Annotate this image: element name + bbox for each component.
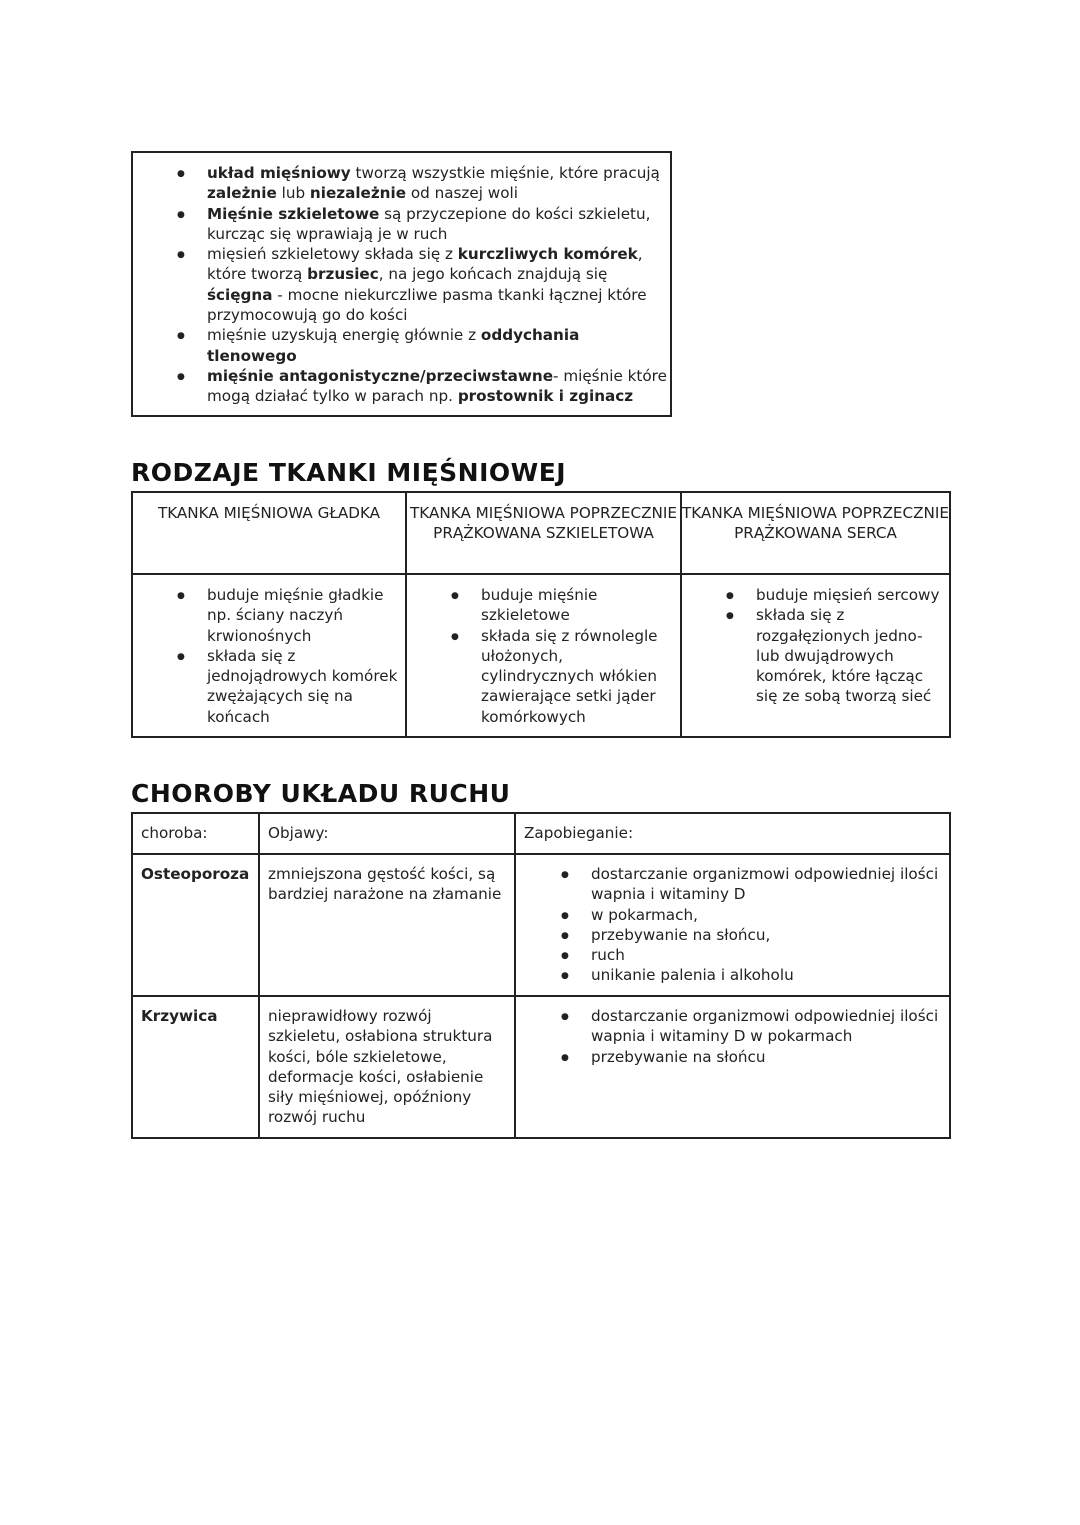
text: - mięśnie które mogą działać tylko w parach np.	[207, 366, 667, 406]
bold-text: brzusiec	[307, 265, 379, 284]
intro-box	[131, 151, 672, 417]
disease-symptoms: nieprawidłowy rozwój szkieletu, osłabiona struktura kości, bóle szkieletowe, deformacje kości, osłabienie siły mięśniowej, opóźniony rozwój ruchu	[259, 996, 515, 1138]
disease-prevention	[515, 996, 950, 1138]
tissue-bullet: ● składa się z jednojądrowych komórek zwężających się na końcach	[207, 646, 401, 727]
disease-symptoms: zmniejszona gęstość kości, są bardziej narażone na złamanie	[259, 854, 515, 996]
diseases-header: Zapobieganie:	[515, 813, 950, 854]
tissue-cell	[132, 574, 406, 737]
diseases-header: choroba:	[132, 813, 259, 854]
text: lub	[276, 184, 310, 203]
intro-bullet	[207, 163, 667, 204]
bold-text: ścięgna	[207, 285, 273, 304]
prevention-bullet: ● ruch	[591, 945, 941, 965]
prevention-bullet: ● przebywanie na słońcu	[591, 1047, 941, 1067]
text: - mocne niekurczliwe pasma tkanki łącznej które przymocowują go do kości	[207, 285, 647, 325]
text: , na jego końcach znajdują się	[378, 265, 608, 284]
tissue-bullet: ● składa się z równolegle ułożonych, cylindrycznych włókien zawierające setki jąder komórkowych	[481, 626, 676, 727]
tissue-header: TKANKA MIĘŚNIOWA POPRZECZNIE PRĄŻKOWANA SERCA	[681, 492, 950, 574]
tissue-header: TKANKA MIĘŚNIOWA GŁADKA	[132, 492, 406, 574]
text: są przyczepione do kości szkieletu, kurcząc się wprawiają je w ruch	[207, 204, 651, 243]
text: mięsień szkieletowy składa się z	[207, 245, 458, 264]
text: mięśnie uzyskują energię głównie z	[207, 326, 481, 345]
intro-list	[207, 163, 667, 407]
disease-prevention	[515, 854, 950, 996]
bold-text: mięśnie antagonistyczne/przeciwstawne	[207, 366, 554, 385]
bold-text: układ mięśniowy	[207, 164, 351, 182]
prevention-bullet: ● dostarczanie organizmowi odpowiedniej ilości wapnia i witaminy D w pokarmach	[591, 1006, 941, 1047]
disease-name	[132, 996, 259, 1138]
diseases-heading: CHOROBY UKŁADU RUCHU	[131, 779, 511, 808]
tissue-bullet: ● buduje mięśnie szkieletowe	[481, 585, 676, 626]
disease-name-text: Krzywica	[141, 1007, 218, 1025]
disease-row	[132, 854, 950, 996]
diseases-table	[131, 812, 951, 1139]
bold-text: niezależnie	[309, 184, 406, 203]
tissue-cell	[681, 574, 950, 737]
tissue-table	[131, 491, 951, 738]
prevention-bullet: ● unikanie palenia i alkoholu	[591, 965, 941, 985]
intro-bullet	[207, 244, 667, 325]
intro-bullet	[207, 325, 667, 366]
bold-text: prostownik i zginacz	[457, 387, 634, 406]
diseases-header: Objawy:	[259, 813, 515, 854]
disease-row	[132, 996, 950, 1138]
prevention-list	[524, 1006, 941, 1067]
disease-name-text: Osteoporoza	[141, 865, 250, 883]
bold-text: oddychania tlenowego	[207, 326, 580, 365]
prevention-list	[524, 864, 941, 986]
tissue-cell	[406, 574, 681, 737]
disease-name	[132, 854, 259, 996]
tissue-bullet: ● buduje mięśnie gładkie np. ściany naczyń krwionośnych	[207, 585, 401, 646]
intro-bullet	[207, 204, 667, 245]
tissue-bullet: ● buduje mięsień sercowy	[756, 585, 945, 605]
tissue-header: TKANKA MIĘŚNIOWA POPRZECZNIE PRĄŻKOWANA SZKIELETOWA	[406, 492, 681, 574]
tissue-list	[682, 575, 949, 707]
intro-bullet	[207, 366, 667, 407]
bold-text: kurczliwych komórek	[457, 245, 638, 264]
text: tworzą wszystkie mięśnie, które pracują	[350, 164, 660, 182]
tissue-list	[133, 575, 405, 727]
text: od naszej woli	[406, 184, 518, 203]
prevention-bullet: ● dostarczanie organizmowi odpowiedniej ilości wapnia i witaminy D	[591, 864, 941, 905]
bold-text: Mięśnie szkieletowe	[207, 204, 380, 223]
prevention-bullet: ● przebywanie na słońcu,	[591, 925, 941, 945]
tissue-heading: RODZAJE TKANKI MIĘŚNIOWEJ	[131, 458, 567, 487]
text: , które tworzą	[207, 245, 643, 284]
tissue-list	[407, 575, 680, 727]
prevention-bullet: ● w pokarmach,	[591, 905, 941, 925]
bold-text: zależnie	[207, 184, 277, 203]
tissue-bullet: ● składa się z rozgałęzionych jedno- lub dwujądrowych komórek, które łącząc się ze sobą tworzą sieć	[756, 605, 945, 706]
